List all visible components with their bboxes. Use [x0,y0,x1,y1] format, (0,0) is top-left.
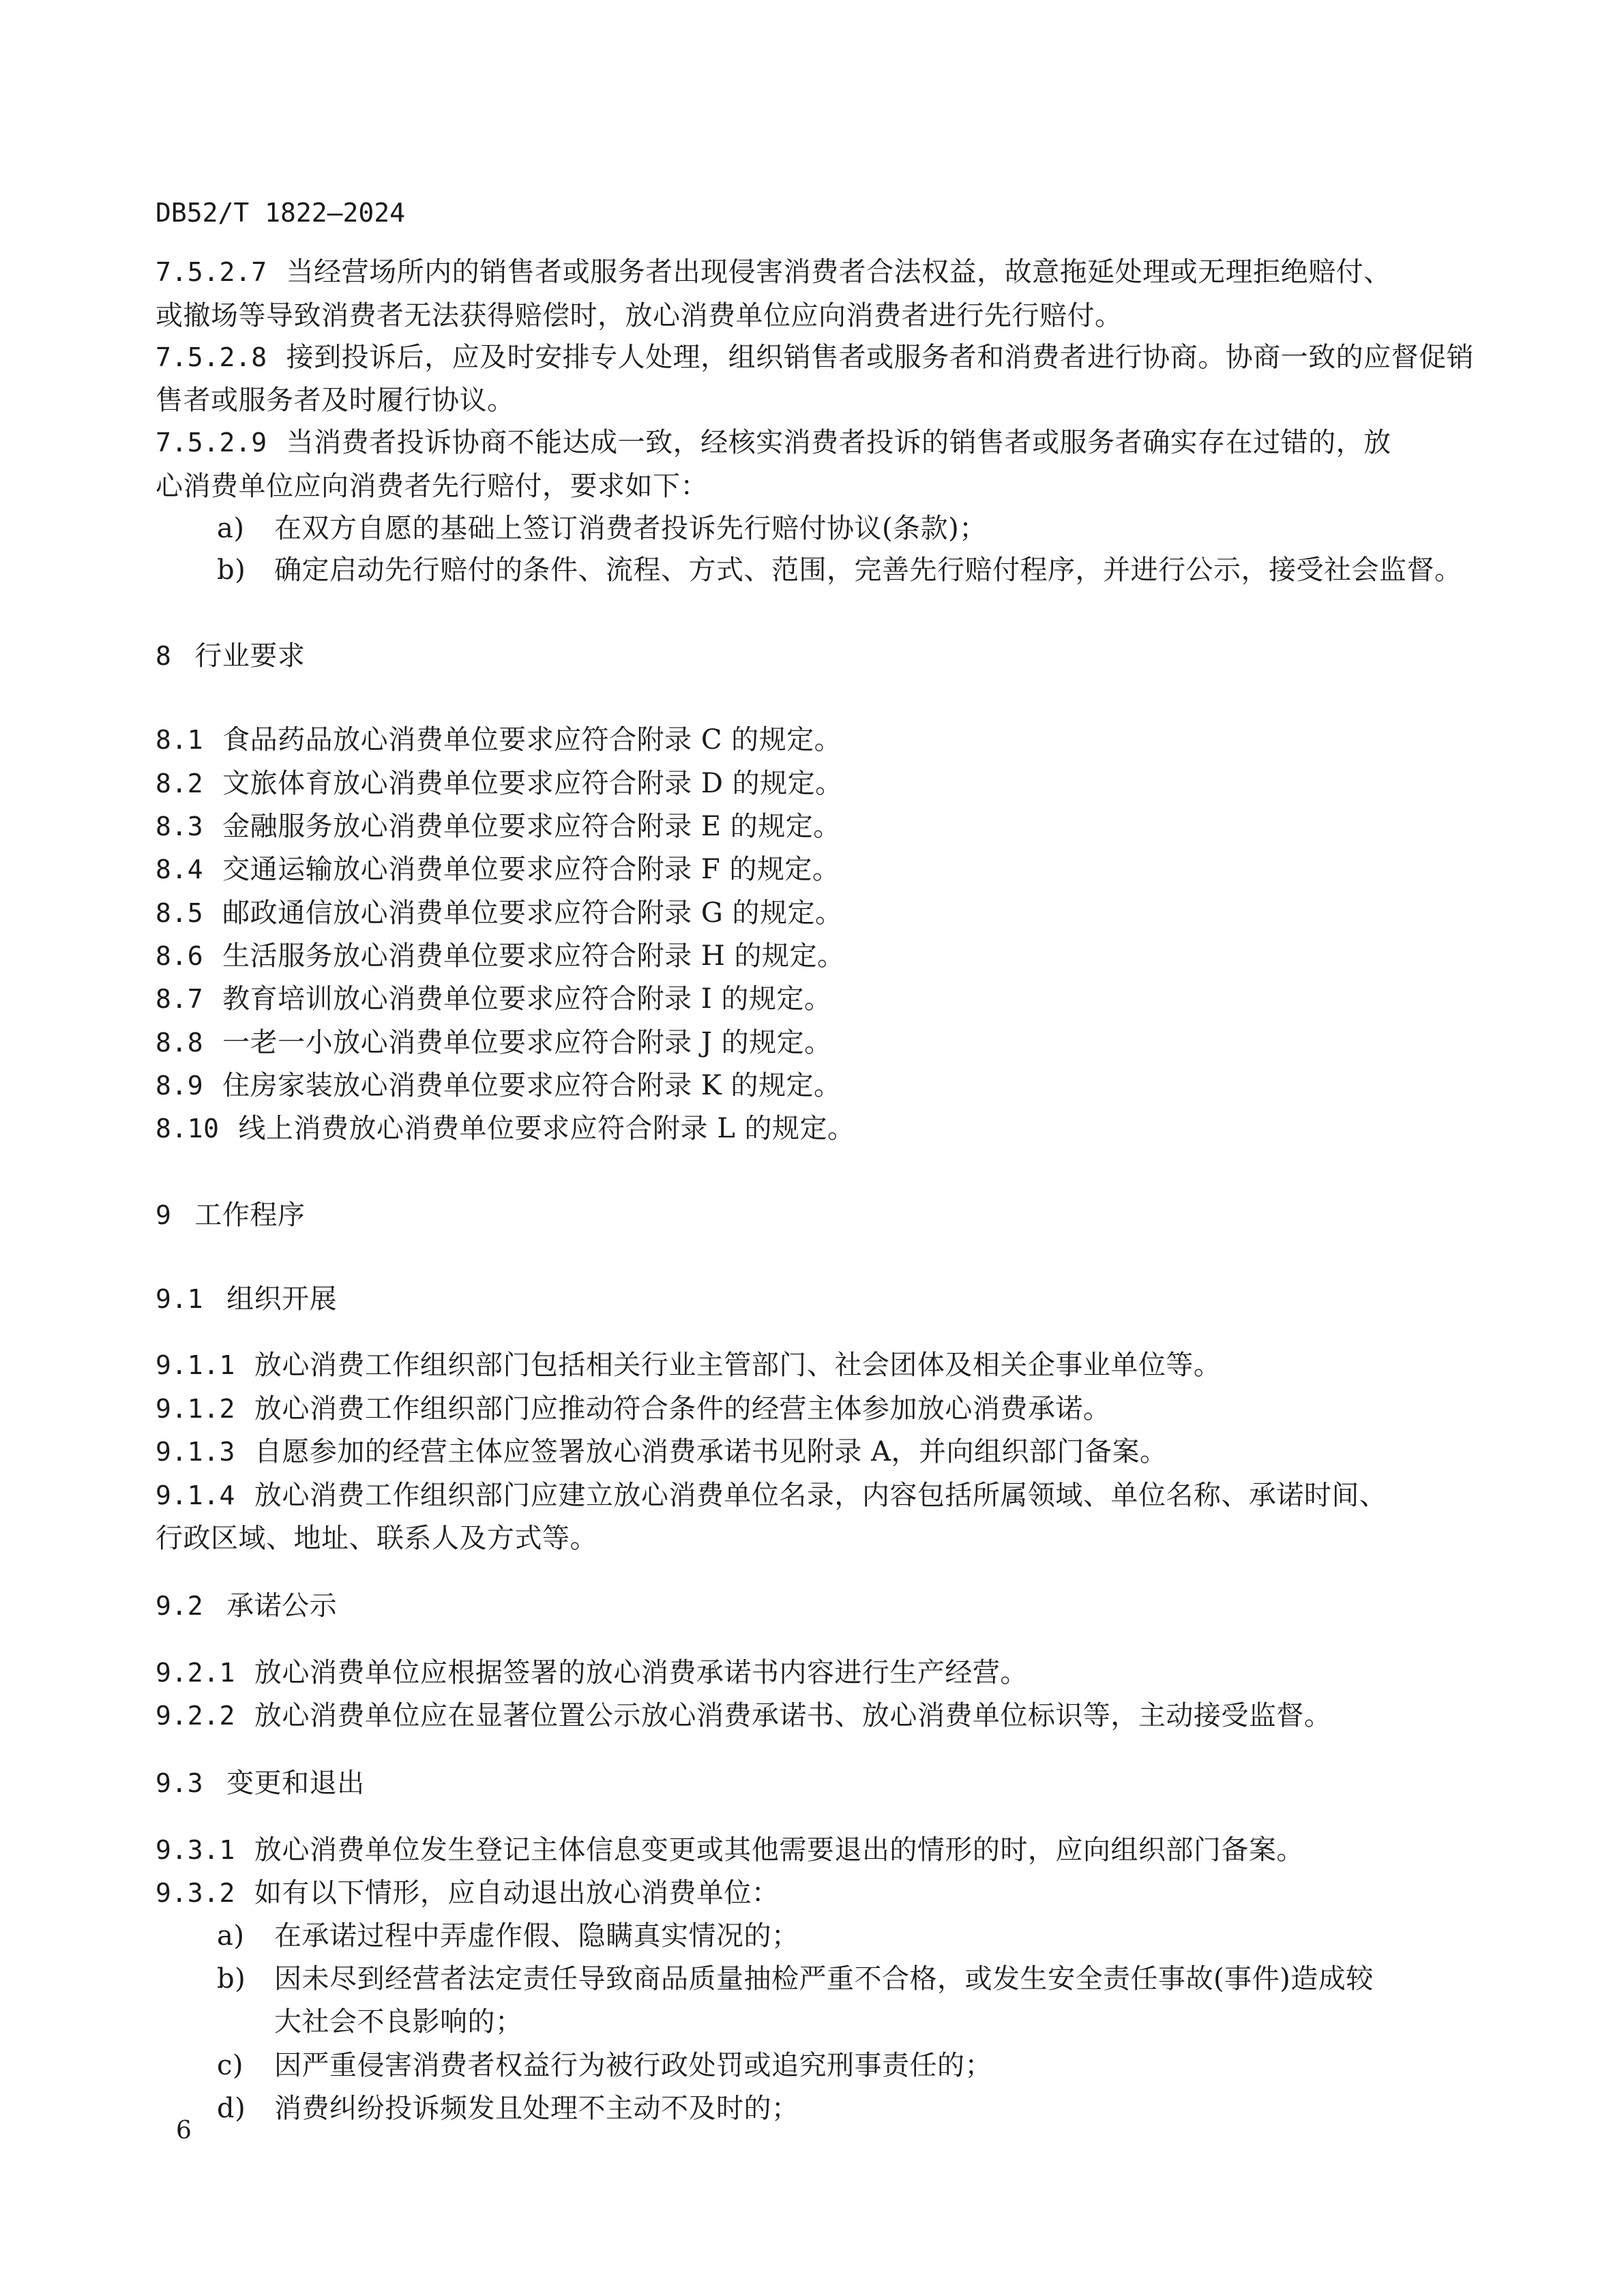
para-line [156,981,831,1017]
section-number: 9.1 [156,1284,204,1314]
clause-number: 8.1 [156,725,204,755]
clause-number: 8.8 [156,1028,204,1058]
heading-line [156,1281,337,1317]
list-item-text: 确定启动先行赔付的条件、流程、方式、范围，完善先行赔付程序，并进行公示，接受社会监督。 [274,554,1462,586]
item-line [217,2090,799,2127]
para-line [156,1875,779,1911]
para-line [156,382,515,419]
clause-text: 如有以下情形，应自动退出放心消费单位： [254,1877,780,1909]
clause-number: 9.3.1 [156,1835,235,1865]
list-item-text: 消费纠纷投诉频发且处理不主动不及时的； [274,2093,799,2124]
heading-line [156,1765,365,1802]
para-line [156,1477,1387,1514]
para-line [156,1654,1028,1691]
clause-text: 文旅体育放心消费单位要求应符合附录 D 的规定。 [222,768,843,799]
section-number: 9 [156,1200,172,1230]
para-line [156,1832,1304,1868]
section-number: 9.2 [156,1591,204,1621]
list-item-marker: d) [217,2093,246,2124]
item-line [274,2003,523,2040]
clause-text: 当消费者投诉协商不能达成一致，经核实消费者投诉的销售者或服务者确实存在过错的，放 [286,427,1391,458]
list-item-text: 在双方自愿的基础上签订消费者投诉先行赔付协议(条款)； [274,513,987,544]
para-line [156,424,1391,461]
para-line [156,1390,1110,1427]
para-line [156,721,842,758]
clause-text: 放心消费单位应根据签署的放心消费承诺书内容进行生产经营。 [254,1657,1028,1688]
clause-number: 9.2.2 [156,1701,235,1731]
para-line [156,339,1474,376]
clause-number: 9.1.3 [156,1437,235,1467]
para-line [156,254,1391,290]
clause-number: 8.2 [156,769,204,799]
clause-text: 当经营场所内的销售者或服务者出现侵害消费者合法权益，故意拖延处理或无理拒绝赔付、 [286,256,1391,288]
list-item-marker: a) [217,513,245,544]
clause-number: 9.1.4 [156,1480,235,1510]
clause-text: 线上消费放心消费单位要求应符合附录 L 的规定。 [238,1113,855,1144]
section-number: 9.3 [156,1768,204,1798]
clause-number: 7.5.2.9 [156,428,267,458]
para-line [156,1067,841,1104]
item-line [217,552,1462,588]
section-title: 变更和退出 [226,1768,365,1799]
clause-text-continued: 售者或服务者及时履行协议。 [156,385,515,416]
clause-text-continued: 或撤场等导致消费者无法获得赔偿时，放心消费单位应向消费者进行先行赔付。 [156,300,1123,331]
clause-number: 9.1.2 [156,1394,235,1424]
list-item-text: 在承诺过程中弄虚作假、隐瞒真实情况的； [274,1920,799,1952]
clause-text-continued: 心消费单位应向消费者先行赔付，要求如下： [156,471,708,502]
list-item-marker: b) [217,554,246,586]
item-line [217,510,987,547]
heading-line [156,638,305,674]
page-number: 6 [176,2117,192,2145]
clause-text: 自愿参加的经营主体应签署放心消费承诺书见附录 A，并向组织部门备案。 [254,1436,1168,1467]
clause-text: 接到投诉后，应及时安排专人处理，组织销售者或服务者和消费者进行协商。协商一致的应督促销 [286,342,1475,373]
clause-number: 8.3 [156,811,204,841]
section-title: 承诺公示 [226,1590,338,1622]
clause-text: 教育培训放心消费单位要求应符合附录 I 的规定。 [222,983,832,1015]
para-line [156,1024,832,1061]
clause-number: 7.5.2.7 [156,257,267,287]
para-line [156,1433,1168,1470]
section-number: 8 [156,641,172,671]
heading-line [156,1197,305,1234]
clause-number: 9.3.2 [156,1878,235,1908]
para-line [156,808,841,845]
document-header-id: DB52/T 1822—2024 [156,198,406,228]
list-item-marker: b) [217,1963,246,1995]
list-item-text: 大社会不良影响的； [274,2006,523,2038]
clause-number: 8.7 [156,984,204,1014]
clause-number: 7.5.2.8 [156,342,267,372]
section-title: 工作程序 [194,1199,306,1231]
list-item-text: 因未尽到经营者法定责任导致商品质量抽检严重不合格，或发生安全责任事故(事件)造成较 [274,1963,1374,1995]
para-line [156,1697,1331,1734]
clause-text: 放心消费工作组织部门应建立放心消费单位名录，内容包括所属领域、单位名称、承诺时间、 [254,1480,1387,1511]
heading-line [156,1587,337,1624]
para-line [156,895,843,931]
item-line [217,1960,1374,1997]
item-line [217,2047,992,2084]
clause-number: 8.9 [156,1071,204,1101]
clause-text: 交通运输放心消费单位要求应符合附录 F 的规定。 [222,854,840,885]
clause-number: 9.2.1 [156,1658,235,1688]
para-line [156,468,708,505]
clause-text: 一老一小放心消费单位要求应符合附录 J 的规定。 [222,1027,832,1058]
list-item-marker: a) [217,1920,245,1952]
para-line [156,765,843,802]
clause-number: 8.4 [156,854,204,884]
item-line [217,1918,799,1954]
clause-text: 放心消费工作组织部门应推动符合条件的经营主体参加放心消费承诺。 [254,1393,1111,1425]
section-title: 组织开展 [226,1283,338,1315]
para-line [156,1110,855,1147]
clause-number: 9.1.1 [156,1350,235,1380]
clause-text: 住房家装放心消费单位要求应符合附录 K 的规定。 [222,1070,842,1101]
para-line [156,1347,1221,1384]
para-line [156,938,844,974]
para-line [156,851,840,888]
clause-text: 金融服务放心消费单位要求应符合附录 E 的规定。 [222,811,841,842]
clause-text-continued: 行政区域、地址、联系人及方式等。 [156,1523,597,1554]
clause-text: 放心消费单位应在显著位置公示放心消费承诺书、放心消费单位标识等，主动接受监督。 [254,1700,1332,1731]
clause-number: 8.5 [156,898,204,928]
clause-text: 邮政通信放心消费单位要求应符合附录 G 的规定。 [222,897,843,929]
para-line [156,1520,597,1557]
clause-number: 8.6 [156,941,204,971]
list-item-text: 因严重侵害消费者权益行为被行政处罚或追究刑事责任的； [274,2050,992,2081]
clause-text: 放心消费工作组织部门包括相关行业主管部门、社会团体及相关企事业单位等。 [254,1350,1222,1381]
para-line [156,297,1123,334]
clause-text: 放心消费单位发生登记主体信息变更或其他需要退出的情形的时，应向组织部门备案。 [254,1834,1304,1866]
clause-text: 生活服务放心消费单位要求应符合附录 H 的规定。 [222,940,845,972]
section-title: 行业要求 [194,640,306,672]
clause-number: 8.10 [156,1114,220,1144]
clause-text: 食品药品放心消费单位要求应符合附录 C 的规定。 [222,724,842,756]
list-item-marker: c) [217,2050,244,2081]
